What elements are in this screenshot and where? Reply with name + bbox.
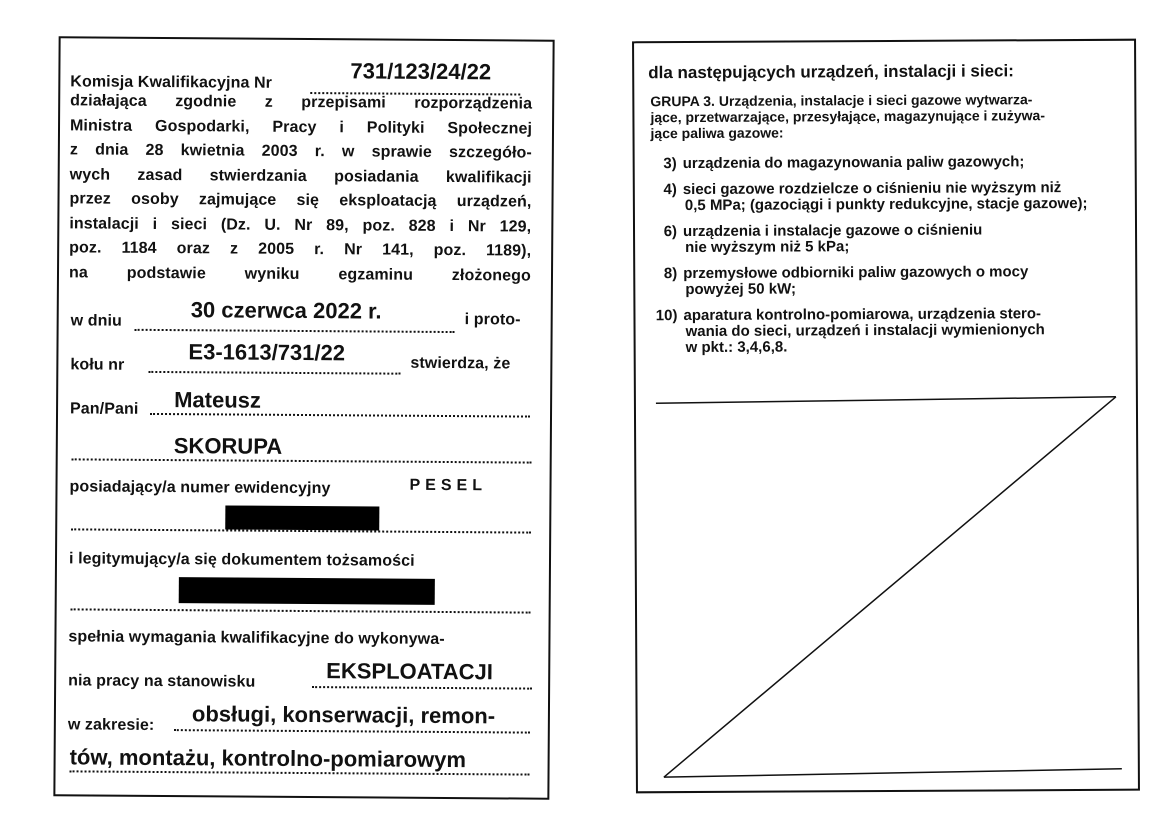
item-text-line: urządzenia i instalacje gazowe o ciśnieniu	[682, 221, 983, 241]
group-line: GRUPA 3. Urządzenia, instalacje i sieci gazowe wytwarza-	[650, 91, 1033, 110]
item-number: 6)	[663, 223, 678, 241]
paragraph-line: poz. 1184 oraz z 2005 r. Nr 141, poz. 1189),	[69, 239, 532, 260]
scope-line-1: obsługi, konserwacji, remon-	[191, 701, 496, 729]
certificate-left-page	[53, 36, 554, 799]
id-label: i legitymujący/a się dokumentem tożsamości	[68, 550, 415, 570]
item-text-line: powyżej 50 kW;	[685, 280, 796, 299]
paragraph-line: Ministra Gospodarki, Pracy i Polityki Społecznej	[69, 116, 533, 138]
id-dots	[71, 608, 531, 613]
person-label: Pan/Pani	[69, 400, 139, 418]
commission-label: Komisja Kwalifikacyjna Nr	[70, 73, 273, 92]
pesel-word: PESEL	[409, 476, 488, 495]
position-value: EKSPLOATACJI	[326, 658, 493, 685]
item-number: 10)	[655, 307, 678, 325]
group-line: jące, przetwarzające, przesyłające, magazynujące i zużywa-	[650, 107, 1046, 126]
item-text-line: wania do sieci, urządzeń i instalacji wymienionych	[685, 321, 1045, 341]
scope-dots-1	[174, 729, 530, 733]
date-dots	[135, 329, 455, 333]
item-number: 8)	[663, 265, 678, 283]
protocol-number: E3-1613/731/22	[188, 339, 346, 366]
last-name-dots	[72, 458, 532, 463]
paragraph-line: na podstawie wyniku egzaminu złożonego	[68, 263, 532, 285]
scope-line-2: tów, montażu, kontrolno-pomiarowym	[69, 744, 467, 773]
position-label: nia pracy na stanowisku	[68, 672, 256, 691]
protocol-label: kołu nr	[70, 356, 125, 374]
first-name-dots	[150, 413, 530, 418]
id-redaction	[179, 577, 435, 605]
paragraph-line: z dnia 28 kwietnia 2003 r. w sprawie szczegóło-	[69, 141, 532, 162]
item-text-line: nie wyższym niż 5 kPa;	[685, 238, 850, 257]
item-number: 3)	[663, 155, 677, 173]
protocol-suffix: stwierdza, że	[410, 354, 511, 373]
group-line: jące paliwa gazowe:	[650, 124, 784, 142]
date-label: w dniu	[70, 312, 122, 330]
item-number: 4)	[663, 181, 677, 199]
certificate-right-page	[632, 39, 1140, 794]
qualification-text: spełnia wymagania kwalifikacyjne do wykonywa-	[68, 628, 445, 648]
item-text-line: w pkt.: 3,4,6,8.	[685, 338, 788, 357]
devices-heading: dla następujących urządzeń, instalacji i sieci:	[648, 61, 1014, 83]
paragraph-line: przez osoby zajmujące się eksploatacją urządzeń,	[69, 190, 532, 211]
position-dots	[312, 686, 532, 690]
scope-label: w zakresie:	[67, 716, 155, 734]
item-text-line: przemysłowe odbiorniki paliw gazowych o mocy	[683, 263, 1029, 283]
item-text-line: sieci gazowe rozdzielcze o ciśnieniu nie wyższym niż	[682, 179, 1062, 199]
date-suffix: i proto-	[464, 311, 521, 329]
item-text-line: urządzenia do magazynowania paliw gazowych;	[682, 153, 1025, 173]
protocol-dots	[148, 371, 400, 375]
paragraph-line: działająca zgodnie z przepisami rozporządzenia	[70, 92, 533, 113]
pesel-redaction	[225, 505, 379, 530]
item-text-line: aparatura kontrolno-pomiarowa, urządzenia stero-	[683, 305, 1042, 325]
pesel-label: posiadający/a numer ewidencyjny	[69, 478, 331, 498]
exam-date: 30 czerwca 2022 r.	[190, 297, 382, 324]
cancellation-z-mark	[634, 41, 1142, 796]
last-name: SKORUPA	[173, 433, 283, 459]
commission-number: 731/123/24/22	[350, 58, 492, 85]
paragraph-line: instalacji i sieci (Dz. U. Nr 89, poz. 828 i Nr 129,	[69, 214, 532, 236]
first-name: Mateusz	[174, 387, 262, 413]
paragraph-line: wych zasad stwierdzania posiadania kwalifikacji	[69, 165, 532, 187]
item-text-line: 0,5 MPa; (gazociągi i punkty redukcyjne, stacje gazowe);	[684, 194, 1088, 215]
